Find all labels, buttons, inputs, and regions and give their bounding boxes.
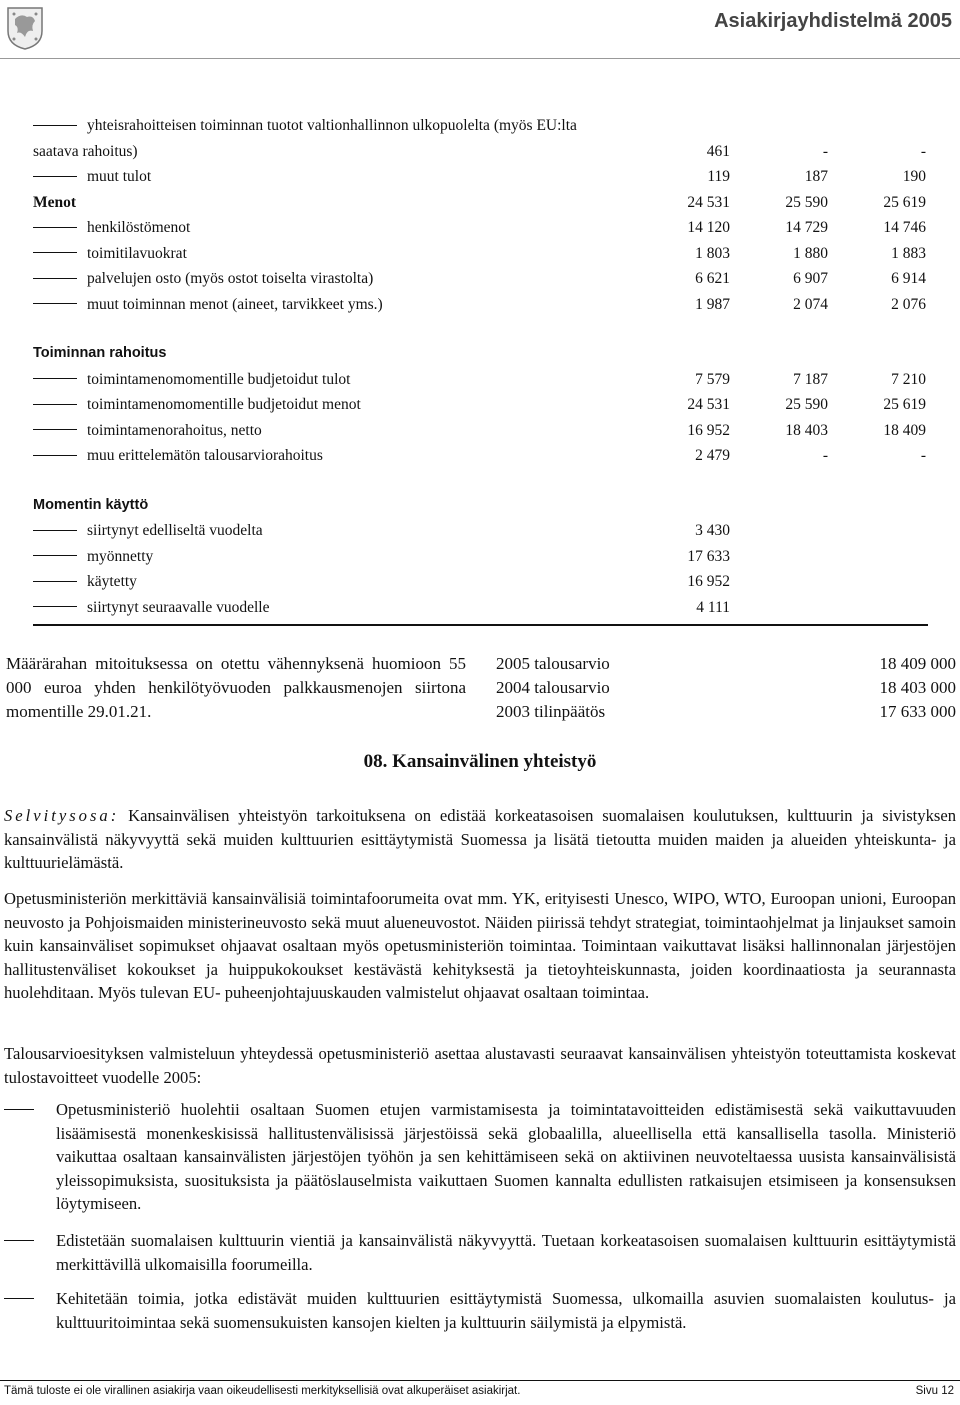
row-label: yhteisrahoitteisen toiminnan tuotot valtionhallinnon ulkopuolelta (myös EU:lta bbox=[33, 113, 577, 139]
table-bottom-rule bbox=[33, 624, 928, 626]
budget-row bbox=[33, 595, 928, 621]
row-label: toimintamenomomentille budjetoidut menot bbox=[33, 392, 361, 418]
row-value-3: - bbox=[920, 142, 926, 160]
summary-year: 2003 tilinpäätös bbox=[496, 702, 606, 721]
budget-row bbox=[33, 113, 928, 139]
row-value-1: 119 bbox=[707, 168, 730, 185]
row-value-1: 17 633 bbox=[687, 547, 730, 565]
row-label: toimintamenorahoitus, netto bbox=[33, 418, 262, 444]
row-value-3: 14 746 bbox=[883, 219, 926, 236]
selvitysosa-label: Selvitysosa: bbox=[4, 806, 120, 825]
row-value-1: 1 803 bbox=[695, 244, 730, 262]
budget-row bbox=[33, 164, 928, 190]
row-value-1: 2 479 bbox=[695, 447, 730, 464]
paragraph-text: Kansainvälisen yhteistyön tarkoituksena on edistää korkeatasoisen suomalaisen koulutuksen, kulttuurin ja sivistyksen kansainvälistä näkyvyyttä sekä muiden kulttuurien esittäytymistä Suomessa ja lisätä tietoutta muiden maiden ja alueiden yhteiskunta- ja kulttuurielämästä. bbox=[4, 806, 956, 873]
row-label: käytetty bbox=[33, 569, 137, 595]
row-value-3: 6 914 bbox=[891, 270, 926, 287]
budget-row bbox=[33, 190, 928, 216]
row-value-3: 7 210 bbox=[891, 370, 926, 388]
document-title: Asiakirjayhdistelmä 2005 bbox=[714, 10, 952, 32]
row-value-2: 14 729 bbox=[785, 219, 828, 236]
section-title: 08. Kansainvälinen yhteistyö bbox=[363, 751, 597, 772]
budget-row bbox=[33, 266, 928, 292]
row-label: siirtynyt edelliseltä vuodelta bbox=[33, 518, 263, 544]
row-value-1: 461 bbox=[706, 142, 730, 160]
summary-row bbox=[496, 652, 956, 676]
row-value-2: 187 bbox=[804, 168, 828, 185]
summary-year: 2004 talousarvio bbox=[496, 678, 610, 697]
row-value-3: - bbox=[920, 447, 926, 464]
row-value-3: 1 883 bbox=[891, 244, 926, 262]
bullet-text: Edistetään suomalaisen kulttuurin vientiä ja kansainvälistä näkyvyyttä. Tuetaan korkeatasoisen suomalaisen kulttuurin esittäytymistä merkittävillä ulkomaisilla foorumeilla. bbox=[56, 1231, 956, 1274]
footer-notice: Tämä tuloste ei ole virallinen asiakirja vaan oikeudellisesti merkityksellisiä ovat alkuperäiset asiakirjat. bbox=[4, 1385, 521, 1397]
row-label: Menot bbox=[33, 193, 77, 211]
row-value-2: 18 403 bbox=[785, 421, 828, 439]
row-value-1: 24 531 bbox=[687, 396, 730, 413]
row-value-3: 25 619 bbox=[883, 396, 926, 413]
row-value-1: 7 579 bbox=[695, 370, 730, 388]
row-label: siirtynyt seuraavalle vuodelle bbox=[33, 595, 270, 621]
row-value-3: 18 409 bbox=[883, 421, 926, 439]
budget-row bbox=[33, 392, 928, 418]
budget-row bbox=[33, 215, 928, 241]
row-label: saatava rahoitus) bbox=[33, 142, 138, 160]
budget-row bbox=[33, 367, 928, 393]
paragraph-forums: Opetusministeriön merkittäviä kansainvälisiä toimintafoorumeita ovat mm. YK, erityisesti Unesco, WIPO, WTO, Euroopan unioni, Euroopan neuvosto ja Pohjoismaiden ministerineuvosto sekä muut alueneuvostot. Näiden piirissä tehdyt strategiat, toimintaohjelmat ja linjaukset samoin kuin kansainväliset sopimukset ohjaavat osaltaan myös opetusministeriön toimintaa. Toimintaan vaikuttavat lisäksi hallinnonalan järjestöjen hallitustenväliset kokoukset ja huippukokoukset kestävästä kehityksestä ja tietoyhteiskunnasta, joiden koordinaatiosta ja seurannasta huolehditaan. Myös tulevan EU- puheenjohtajuuskauden valmistelut ohjaavat osaltaan toimintaa. bbox=[4, 889, 956, 1003]
row-value-1: 16 952 bbox=[687, 421, 730, 439]
budget-row bbox=[33, 493, 928, 519]
row-value-2: 25 590 bbox=[785, 193, 828, 211]
row-value-2: 1 880 bbox=[793, 244, 828, 262]
row-label: muu erittelemätön talousarviorahoitus bbox=[33, 443, 323, 469]
summary-year: 2005 talousarvio bbox=[496, 654, 610, 673]
row-label: myönnetty bbox=[33, 544, 153, 570]
row-gap bbox=[33, 469, 928, 493]
row-value-1: 3 430 bbox=[695, 522, 730, 539]
row-value-1: 16 952 bbox=[687, 573, 730, 590]
row-label: muut tulot bbox=[33, 164, 151, 190]
row-value-1: 1 987 bbox=[695, 295, 730, 313]
dash-marker bbox=[4, 1298, 34, 1299]
budget-row bbox=[33, 518, 928, 544]
bullet-text: Opetusministeriö huolehtii osaltaan Suomen etujen varmistamisesta ja toimintatavoitteiden edistämisestä sekä vaikuttavuuden lisäämisestä monenkeskisissä hallitustenvälisissä järjestöissä sekä globaalilla, alueellisella että kansallisella tasolla. Ministeriö vaikuttaa osaltaan kansainvälisten järjestöjen työhön ja sen kehittämiseen sekä on aktiivinen neuvoteltaessa uusista kansainvälisistä yleissopimuksista, suosituksista ja päätöslauselmista vaikuttaen Suomen kannalta edullisten ratkaisujen etsimiseen ja konsensuksen löytymiseen. bbox=[56, 1100, 956, 1214]
coat-of-arms-logo bbox=[5, 5, 45, 51]
paragraph-selvitysosa bbox=[4, 804, 956, 875]
row-value-1: 24 531 bbox=[687, 193, 730, 211]
row-value-2: 25 590 bbox=[785, 396, 828, 413]
summary-row bbox=[496, 676, 956, 700]
row-value-2: 7 187 bbox=[793, 370, 828, 388]
row-value-3: 2 076 bbox=[891, 295, 926, 313]
header-divider bbox=[0, 58, 960, 59]
budget-row bbox=[33, 544, 928, 570]
bullet-item bbox=[4, 1287, 956, 1334]
footer-divider bbox=[0, 1380, 960, 1381]
row-value-2: - bbox=[822, 142, 828, 160]
row-label: toimintamenomomentille budjetoidut tulot bbox=[33, 367, 350, 393]
budget-row bbox=[33, 139, 928, 165]
row-value-2: 2 074 bbox=[793, 295, 828, 313]
row-value-1: 4 111 bbox=[696, 598, 730, 616]
row-value-1: 6 621 bbox=[695, 270, 730, 287]
summary-value: 18 409 000 bbox=[879, 654, 956, 673]
dash-marker bbox=[4, 1109, 34, 1110]
row-value-1: 14 120 bbox=[687, 219, 730, 236]
bullet-text: Kehitetään toimia, jotka edistävät muiden kulttuurien esittäytymistä Suomessa, ulkomailla asuvien suomalaisten koulutus- ja kulttuuritoimintaa sekä suomensukuisten kansojen kielten ja kulttuurin säilymistä ja elpymistä. bbox=[56, 1289, 956, 1332]
paragraph-goals-intro: Talousarvioesityksen valmisteluun yhteydessä opetusministeriö asettaa alustavasti seuraavat kansainvälisen yhteistyön toteuttamista koskevat tulostavoitteet vuodelle 2005: bbox=[4, 1044, 956, 1087]
row-label: Momentin käyttö bbox=[33, 496, 149, 513]
row-label: palvelujen osto (myös ostot toiselta virastolta) bbox=[33, 266, 373, 292]
budget-table bbox=[33, 113, 928, 620]
summary-row bbox=[496, 700, 956, 724]
row-value-3: 25 619 bbox=[883, 193, 926, 211]
dash-marker bbox=[4, 1240, 34, 1241]
summary-value: 18 403 000 bbox=[879, 678, 956, 697]
row-label: muut toiminnan menot (aineet, tarvikkeet yms.) bbox=[33, 292, 383, 318]
budget-row bbox=[33, 292, 928, 318]
budget-row bbox=[33, 341, 928, 367]
row-label: Toiminnan rahoitus bbox=[33, 345, 167, 361]
bullet-item bbox=[4, 1098, 956, 1216]
row-gap bbox=[33, 317, 928, 341]
page-number: Sivu 12 bbox=[915, 1385, 954, 1397]
budget-row bbox=[33, 241, 928, 267]
row-value-3: 190 bbox=[902, 168, 926, 185]
summary-text: Määrärahan mitoituksessa on otettu vähennyksenä huomioon 55 000 euroa yhden henkilötyövuoden palkkausmenojen siirtona momentille 29.01.21. bbox=[6, 654, 466, 721]
budget-row bbox=[33, 569, 928, 595]
budget-row bbox=[33, 443, 928, 469]
summary-value: 17 633 000 bbox=[879, 702, 956, 721]
budget-row bbox=[33, 418, 928, 444]
row-label: henkilöstömenot bbox=[33, 215, 190, 241]
row-label: toimitilavuokrat bbox=[33, 241, 187, 267]
bullet-item bbox=[4, 1229, 956, 1276]
row-value-2: - bbox=[822, 447, 828, 464]
row-value-2: 6 907 bbox=[793, 270, 828, 287]
